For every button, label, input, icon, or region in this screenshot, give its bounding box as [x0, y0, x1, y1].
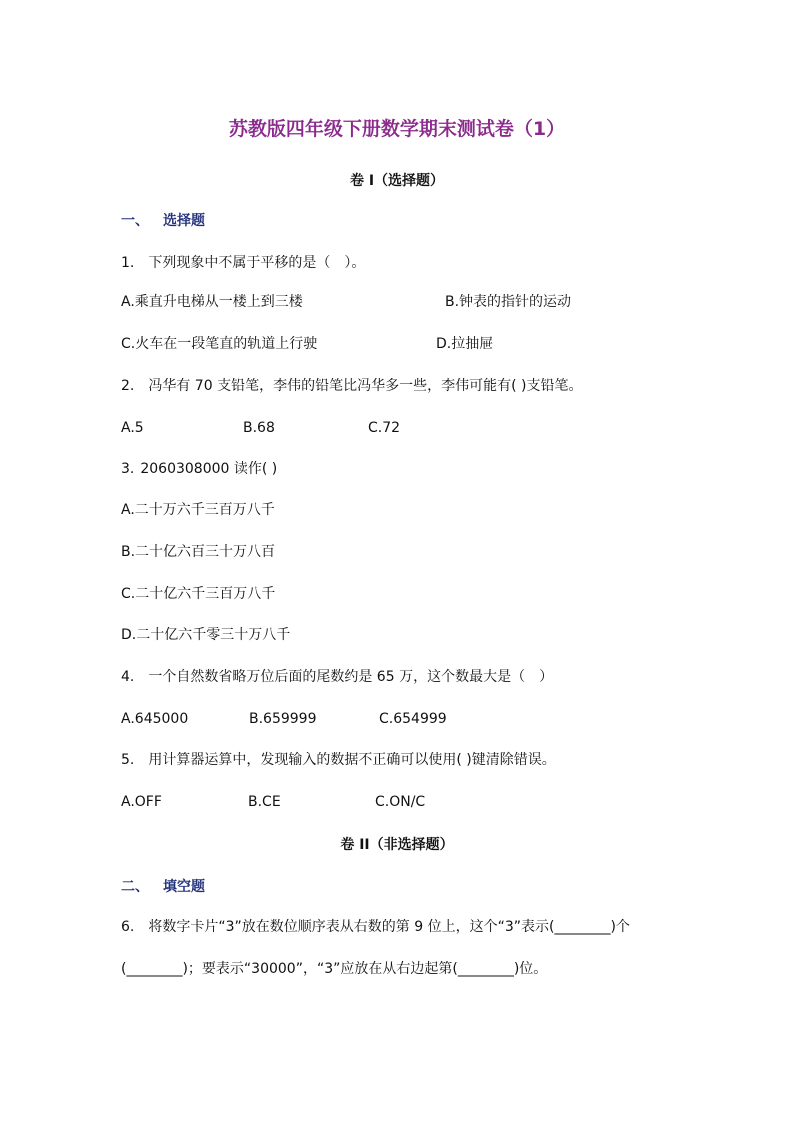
question-3-option-b: B.二十亿六百三十万八百 — [121, 544, 276, 560]
question-4-option-c: C.654999 — [379, 711, 447, 727]
question-6-text-line-1: 将数字卡片“3”放在数位顺序表从右数的第 9 位上，这个“3”表示(________)个 — [148, 919, 630, 935]
question-5-option-c: C.ON/C — [375, 794, 426, 810]
section-1-number: 一、 — [121, 213, 149, 229]
question-3-option-d: D.二十亿六千零三十万八千 — [121, 627, 291, 643]
question-2-number: 2. — [121, 378, 135, 394]
question-4-number: 4. — [121, 669, 135, 685]
question-4-stem: 一个自然数省略万位后面的尾数约是 65 万，这个数最大是（ ） — [148, 669, 554, 685]
question-2 — [121, 376, 582, 396]
question-6-line-1 — [121, 917, 630, 937]
section-2-heading — [121, 876, 205, 896]
question-6-number: 6. — [121, 919, 135, 935]
question-3-option-c: C.二十亿六千三百万八千 — [121, 586, 276, 602]
question-3-option-a: A.二十万六千三百万八千 — [121, 502, 275, 518]
question-4 — [121, 667, 553, 687]
question-6-line-2: (________)；要表示“30000”，“3”应放在从右边起第(________)位。 — [121, 961, 548, 977]
section-1-heading — [121, 210, 205, 230]
question-3-number: 3. — [121, 461, 135, 477]
question-2-option-a: A.5 — [121, 420, 144, 436]
section-2-number: 二、 — [121, 879, 149, 895]
section-2-title: 填空题 — [163, 879, 205, 895]
question-5 — [121, 750, 556, 770]
part-1-heading: 卷 I（选择题） — [349, 173, 445, 189]
question-5-stem: 用计算器运算中，发现输入的数据不正确可以使用( )键清除错误。 — [148, 752, 556, 768]
question-4-option-b: B.659999 — [249, 711, 317, 727]
question-3 — [121, 459, 277, 479]
question-1-stem: 下列现象中不属于平移的是（ ）。 — [148, 255, 366, 271]
part-2-heading: 卷 II（非选择题） — [340, 837, 454, 853]
question-2-option-c: C.72 — [368, 420, 401, 436]
question-1-option-b: B.钟表的指针的运动 — [445, 294, 572, 310]
question-3-stem: 2060308000 读作( ) — [140, 461, 278, 477]
question-5-option-b: B.CE — [248, 794, 281, 810]
question-5-option-a: A.OFF — [121, 794, 162, 810]
exam-title: 苏教版四年级下册数学期末测试卷（1） — [228, 118, 566, 140]
question-2-stem: 冯华有 70 支铅笔，李伟的铅笔比冯华多一些，李伟可能有( )支铅笔。 — [148, 378, 583, 394]
question-1-option-a: A.乘直升电梯从一楼上到三楼 — [121, 294, 303, 310]
section-1-title: 选择题 — [163, 213, 205, 229]
question-2-option-b: B.68 — [243, 420, 275, 436]
question-1-number: 1. — [121, 255, 135, 271]
question-1-option-d: D.拉抽屉 — [436, 336, 494, 352]
question-5-number: 5. — [121, 752, 135, 768]
question-1 — [121, 253, 365, 273]
question-1-option-c: C.火车在一段笔直的轨道上行驶 — [121, 336, 318, 352]
question-4-option-a: A.645000 — [121, 711, 189, 727]
